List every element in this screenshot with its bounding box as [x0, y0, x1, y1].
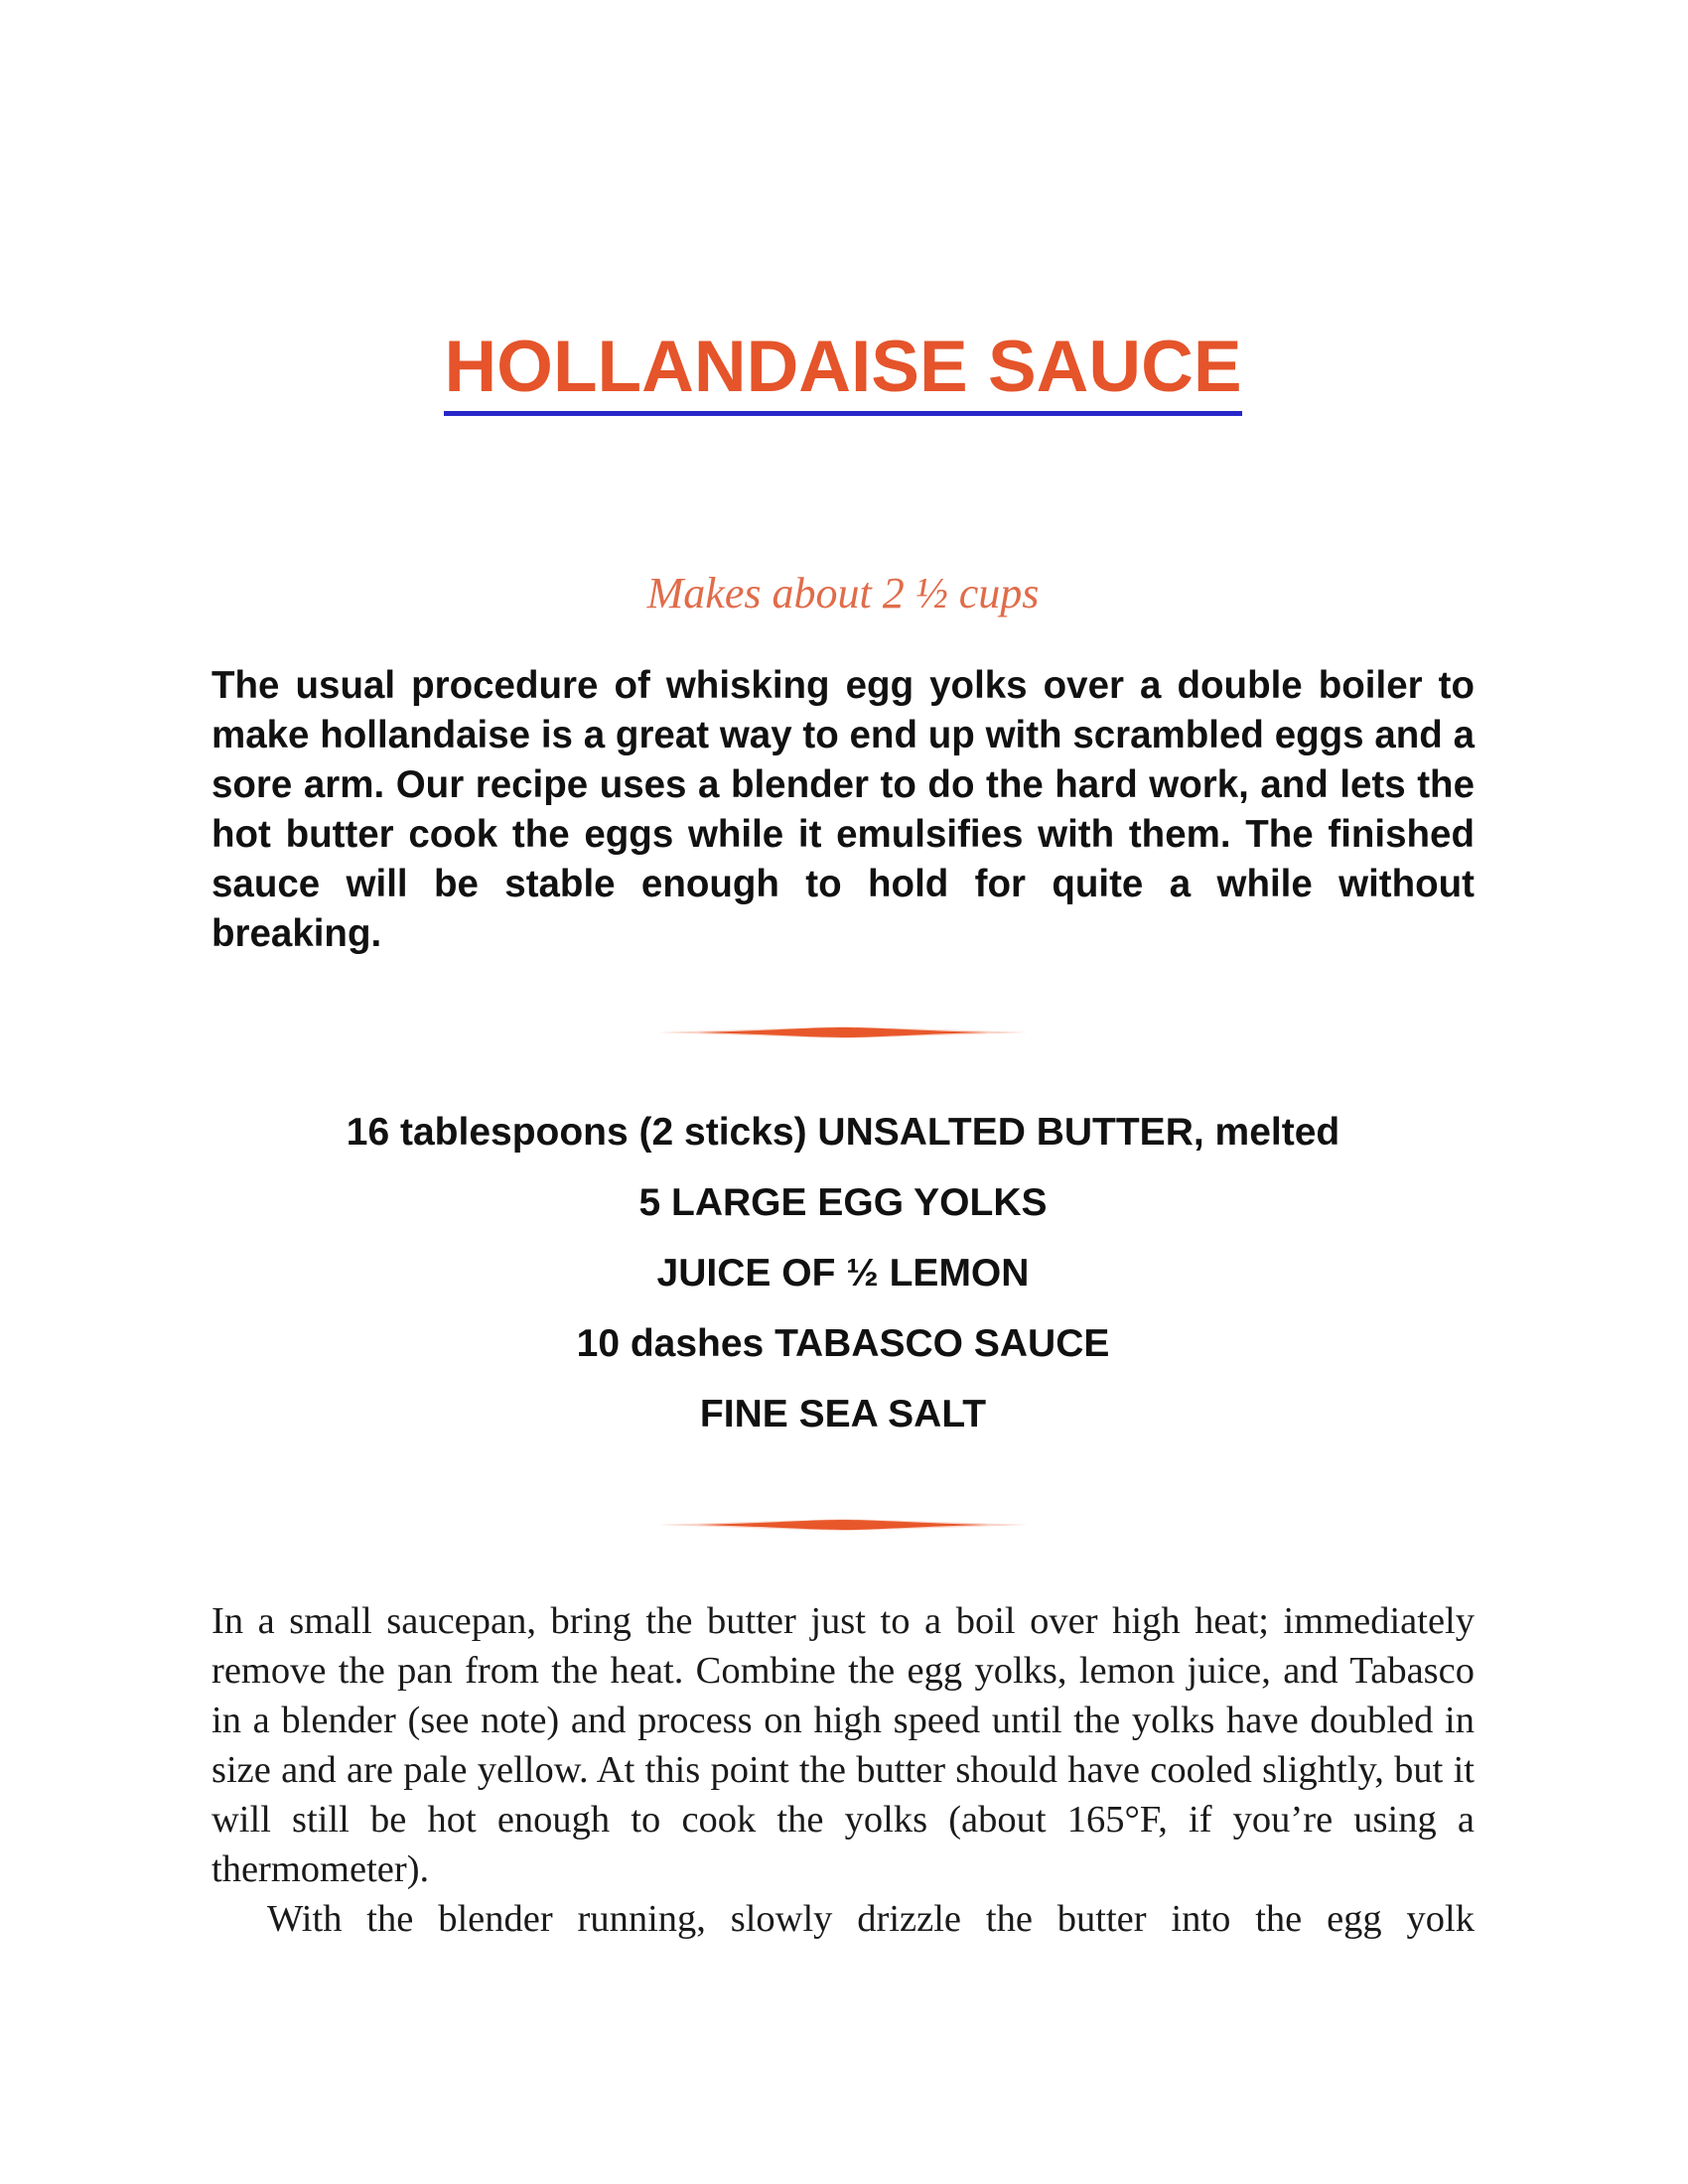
recipe-yield: Makes about 2 ½ cups: [646, 569, 1040, 617]
recipe-title: [211, 324, 1475, 416]
ornamental-divider: [658, 1024, 1028, 1040]
ingredient-item: FINE SEA SALT: [699, 1393, 987, 1435]
ornamental-divider: [658, 1517, 1028, 1533]
recipe-title-text: HOLLANDAISE SAUCE: [444, 324, 1241, 416]
recipe-page: [211, 0, 1475, 2184]
method-paragraph: In a small saucepan, bring the butter just to a boil over high heat; immediately remove the pan from the heat. Combine the egg yolks, lemon juice, and Tabasco in a blender (see note) and process on high speed until the yolks have doubled in size and are pale yellow. At this point the butter should have cooled slightly, but it will still be hot enough to cook the yolks (about 165°F, if you’re using a thermometer).: [211, 1600, 1475, 1890]
ingredient-list: [211, 1097, 1475, 1449]
method-paragraph: With the blender running, slowly drizzle the butter into the egg yolk: [267, 1898, 1475, 1940]
ingredient-item: 10 dashes TABASCO SAUCE: [576, 1322, 1110, 1365]
recipe-method: [211, 1596, 1475, 1944]
ingredient-item: JUICE OF ½ LEMON: [656, 1252, 1030, 1295]
ingredient-item: 5 LARGE EGG YOLKS: [638, 1181, 1048, 1224]
recipe-intro: The usual procedure of whisking egg yolks over a double boiler to make hollandaise is a great way to end up with scrambled eggs and a sore arm. Our recipe uses a blender to do the hard work, and lets the hot butter cook the eggs while it emulsifies with them. The finished sauce will be stable enough to hold for quite a while without breaking.: [211, 664, 1475, 955]
ingredient-item: 16 tablespoons (2 sticks) UNSALTED BUTTER, melted: [346, 1111, 1340, 1154]
